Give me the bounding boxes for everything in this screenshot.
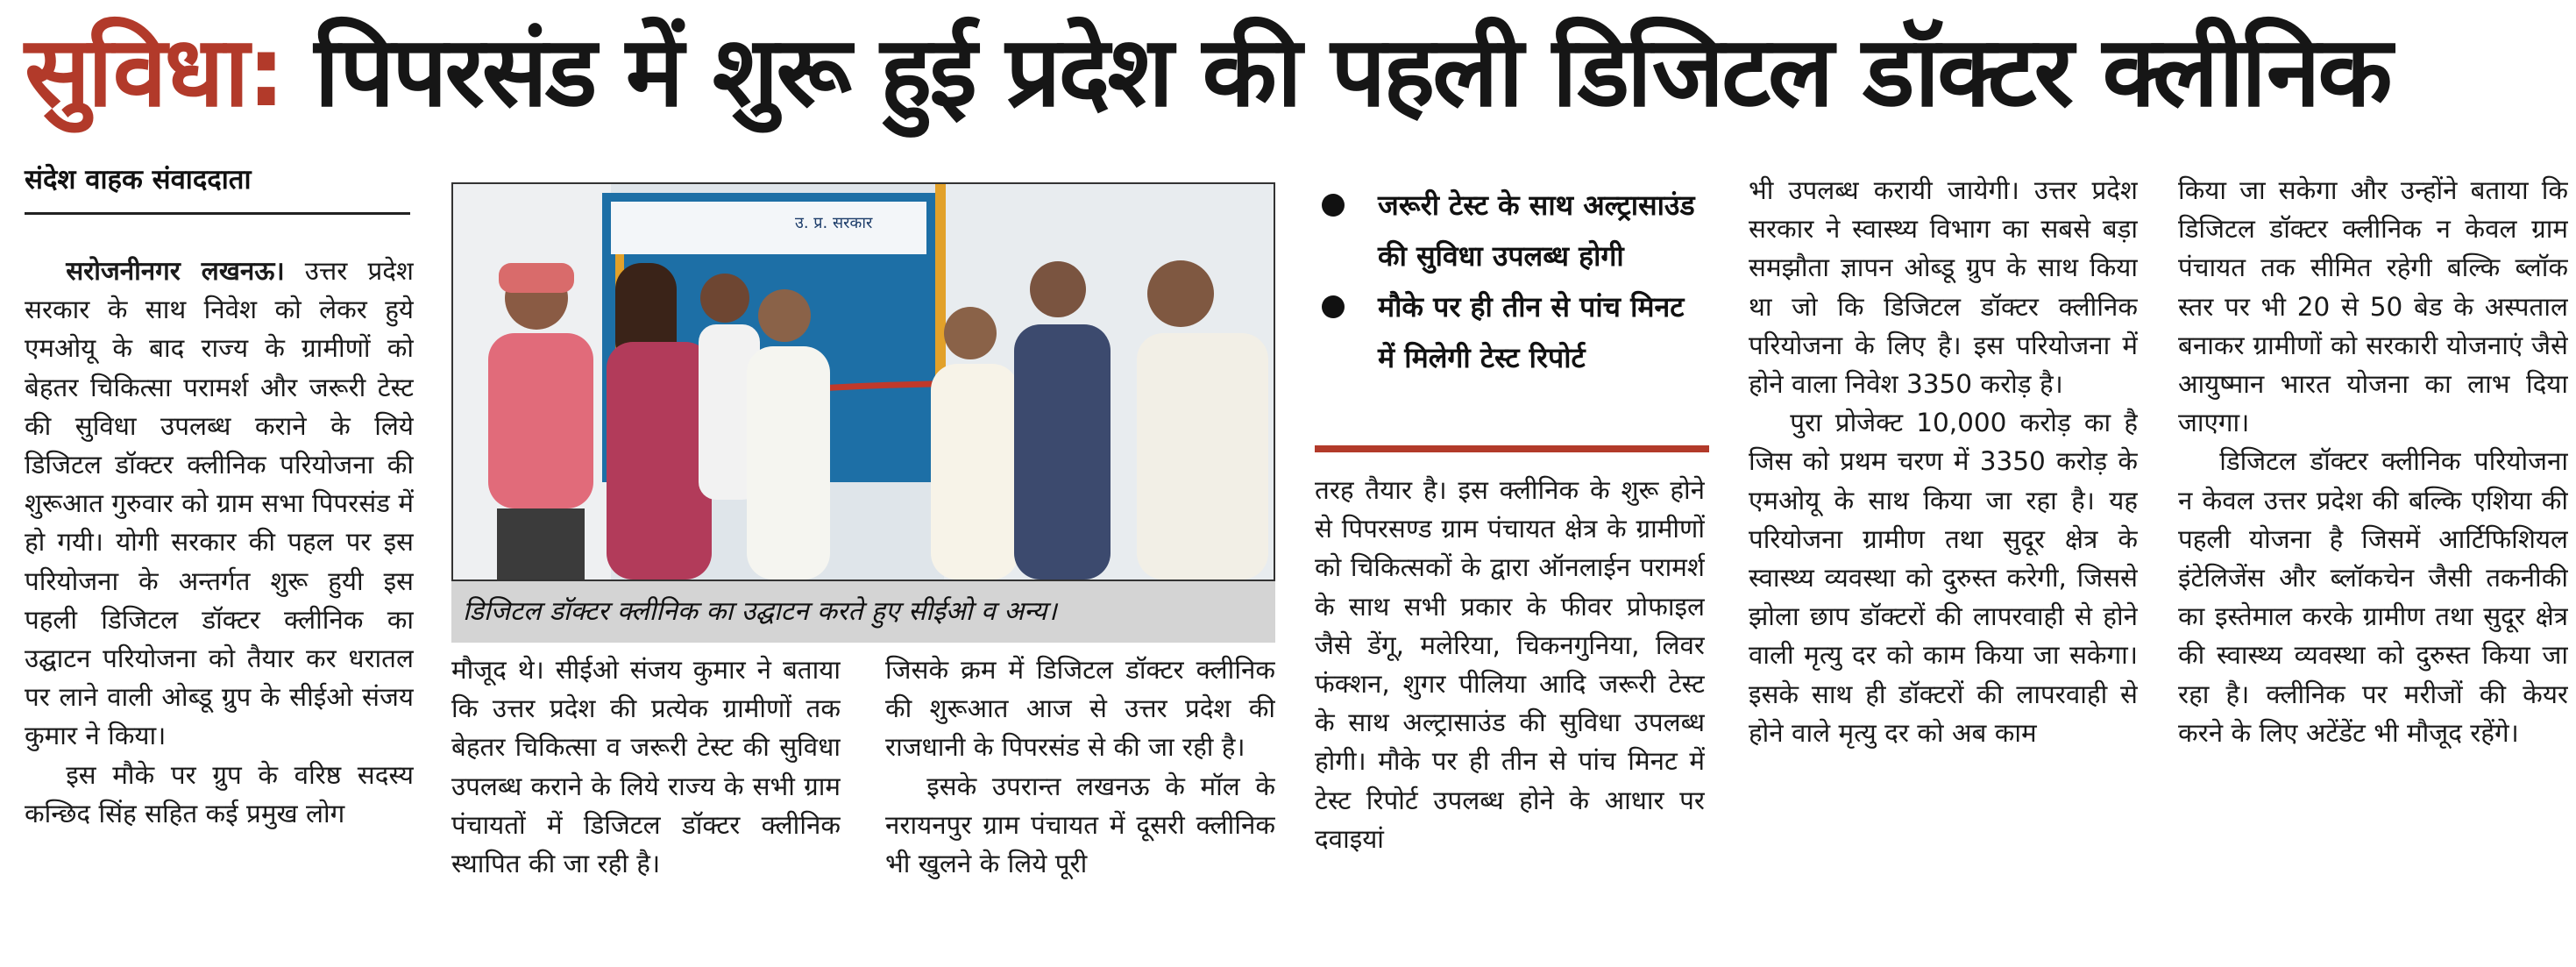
highlight-text: मौके पर ही तीन से पांच मिनट में मिलेगी टेस्ट रिपोर्ट: [1378, 290, 1685, 374]
paragraph: इस मौके पर ग्रुप के वरिष्ठ सदस्य कन्छिद सिंह सहित कई प्रमुख लोग: [25, 759, 414, 828]
headline-kicker: सुविधा:: [25, 16, 283, 129]
article-column-1: [25, 252, 414, 962]
paragraph: तरह तैयार है। इस क्लीनिक के शुरू होने से पिपरसण्ड ग्राम पंचायत क्षेत्र के ग्रामीणों को चिकित्सकों के द्वारा ऑनलाईन परामर्श के साथ सभी प्रकार के फीवर प्रोफाइल जैसे डेंगू, मलेरिया, चिकनगुनिया, लिवर फंक्शन, शुगर पीलिया आदि जरूरी टेस्ट के साथ अल्ट्रासाउंड की सुविधा उपलब्ध होगी। मौके पर ही तीन से पांच मिनट में टेस्ट रिपोर्ट उपलब्ध होने के आधार पर दवाइयां: [1315, 475, 1705, 854]
highlight-item: [1315, 281, 1700, 383]
byline: संदेश वाहक संवाददाता: [25, 164, 252, 196]
paragraph: जिसके क्रम में डिजिटल डॉक्टर क्लीनिक की शुरूआत आज से उत्तर प्रदेश की राजधानी के पिपरसंड से की जा रही है।: [885, 655, 1275, 763]
paragraph: डिजिटल डॉक्टर क्लीनिक परियोजना न केवल उत्तर प्रदेश की बल्कि एशिया की पहली योजना है जिसमें आर्टिफिशियल इंटेलिजेंस और ब्लॉकचेन जैसी तकनीकी का इस्तेमाल करके ग्रामीण तथा सुदूर क्षेत्र की स्वास्थ्य व्यवस्था को दुरुस्त किया जा रहा है। क्लीनिक पर मरीजों की केयर करने के लिए अटेंडेंट भी मौजूद रहेंगे।: [2178, 446, 2568, 748]
paragraph: भी उपलब्ध करायी जायेगी। उत्तर प्रदेश सरकार ने स्वास्थ्य विभाग का सबसे बड़ा समझौता ज्ञापन ओब्डू ग्रुप के साथ किया था जो कि डिजिटल डॉक्टर क्लीनिक परियोजना के लिए है। इस परियोजना में होने वाला निवेश 3350 करोड़ है।: [1749, 175, 2138, 400]
dateline: सरोजनीनगर लखनऊ।: [66, 256, 285, 286]
article-column-5: [1749, 171, 2138, 962]
paragraph-text: उत्तर प्रदेश सरकार के साथ निवेश को लेकर हुये एमओयू के बाद राज्य के ग्रामीणों को बेहतर चिकित्सा परामर्श और जरूरी टेस्ट की सुविधा उपलब्ध कराने के लिये डिजिटल डॉक्टर क्लीनिक परियोजना की शुरूआत गुरुवार को ग्राम सभा पिपरसंड में हो गयी। योगी सरकार की पहल पर इस परियोजना के अन्तर्गत शुरू हुयी इस पहली डिजिटल डॉक्टर क्लीनिक का उद्घाटन परियोजना को तैयार कर धरातल पर लाने वाली ओब्डू ग्रुप के सीईओ संजय कुमार ने किया।: [25, 256, 414, 751]
highlight-text: जरूरी टेस्ट के साथ अल्ट्रासाउंड की सुविधा उपलब्ध होगी: [1378, 188, 1695, 273]
bullet-icon: [1322, 194, 1345, 217]
article-column-4: [1315, 471, 1705, 962]
paragraph: किया जा सकेगा और उन्होंने बताया कि डिजिटल डॉक्टर क्लीनिक न केवल ग्राम पंचायत तक सीमित रहेगी बल्कि ब्लॉक स्तर पर भी 20 से 50 बेड के अस्पताल बनाकर ग्रामीणों को सरकारी योजनाएं जैसे आयुष्मान भारत योजना का लाभ दिया जाएगा।: [2178, 175, 2568, 438]
banner-text: उ. प्र. सरकार: [795, 214, 873, 232]
news-photo: [451, 182, 1275, 581]
bullet-icon: [1322, 295, 1345, 318]
paragraph: पुरा प्रोजेक्ट 10,000 करोड़ का है जिस को प्रथम चरण में 3350 करोड़ के एमओयू के साथ किया जा रहा है। यह परियोजना ग्रामीण तथा सुदूर क्षेत्र के स्वास्थ्य व्यवस्था को दुरुस्त करेगी, जिससे झोला छाप डॉक्टरों की लापरवाही से होने वाली मृत्यु दर को काम किया जा सकेगा। इसके साथ ही डॉक्टरों की लापरवाही से होने वाले मृत्यु दर को अब काम: [1749, 408, 2138, 748]
paragraph: इसके उपरान्त लखनऊ के मॉल के नरायनपुर ग्राम पंचायत में दूसरी क्लीनिक भी खुलने के लिये पूरी: [885, 771, 1275, 879]
paragraph: [25, 252, 414, 756]
article-column-6: [2178, 171, 2568, 962]
highlight-item: [1315, 180, 1700, 281]
article-column-3: [885, 651, 1275, 962]
byline-divider: [25, 212, 410, 215]
photo-illustration: [453, 184, 1274, 579]
headline: [25, 7, 2566, 139]
highlights-divider: [1315, 445, 1709, 452]
article-column-2: [451, 651, 841, 962]
paragraph: मौजूद थे। सीईओ संजय कुमार ने बताया कि उत्तर प्रदेश की प्रत्येक ग्रामीणों तक बेहतर चिकित्सा व जरूरी टेस्ट की सुविधा उपलब्ध कराने के लिये राज्य के सभी ग्राम पंचायतों में डिजिटल डॉक्टर क्लीनिक स्थापित की जा रही है।: [451, 655, 841, 879]
photo-caption: डिजिटल डॉक्टर क्लीनिक का उद्घाटन करते हुए सीईओ व अन्य।: [463, 596, 1057, 627]
headline-title: पिपरसंड में शुरू हुई प्रदेश की पहली डिजिटल डॉक्टर क्लीनिक: [314, 16, 2390, 129]
highlights-box: [1315, 180, 1700, 383]
